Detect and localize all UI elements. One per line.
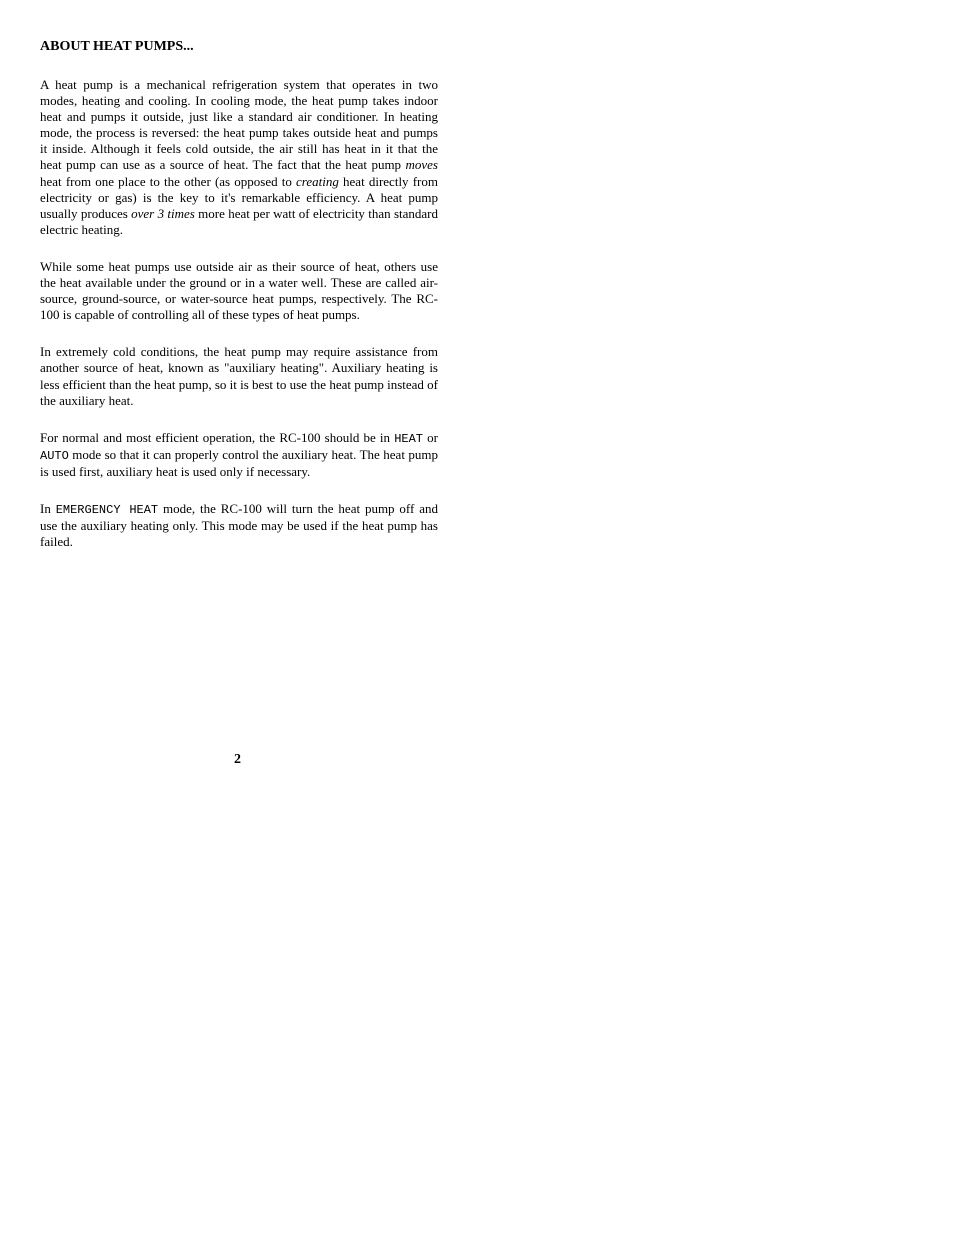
paragraph-heat-sources: While some heat pumps use outside air as their source of heat, others use the heat available under the ground or in a water well. These are called air-source, ground-source, or water-source heat pumps, respectively. The RC-100 is capable of controlling all of these types of heat pumps. [40,258,438,323]
text-run: In [40,500,56,516]
emphasis-creating: creating [296,173,339,189]
page-number: 2 [234,752,241,767]
text-run: heat from one place to the other (as opposed to [40,173,297,189]
emphasis-moves: moves [405,157,438,173]
text-run: For normal and most efficient operation, the RC-100 should be in [40,429,395,445]
text-run: heat directly from electricity or gas) is the key to it's remarkable efficiency. A heat pump usually produces [40,173,438,221]
text-run: A heat pump is a mechanical refrigeration system that operates in two modes, heating and cooling. In cooling mode, the heat pump takes indoor heat and pumps it outside, just like a standard air conditioner. In heating mode, the process is reversed: the heat pump takes outside heat and pumps it inside. Although it feels cold outside, the air still has heat in it that the heat pump can use as a source of heat. The fact that the heat pump [40,77,438,173]
paragraph-emergency-heat [40,501,438,550]
text-run: mode, the RC-100 will turn the heat pump off and use the auxiliary heating only. This mode may be used if the heat pump has failed. [40,500,438,550]
text-run: mode so that it can properly control the auxiliary heat. The heat pump is used first, auxiliary heat is used only if necessary. [40,446,438,479]
mode-heat: HEAT [394,431,423,446]
paragraph-normal-operation [40,430,438,480]
section-heading: ABOUT HEAT PUMPS... [40,39,194,54]
text-run: or [423,429,438,445]
mode-auto: AUTO [40,448,69,463]
paragraph-heat-pump-intro [40,77,438,238]
mode-emergency-heat: EMERGENCY HEAT [55,502,159,517]
page-content [40,38,438,571]
text-run: more heat per watt of electricity than standard electric heating. [40,205,439,237]
paragraph-auxiliary-heating: In extremely cold conditions, the heat pump may require assistance from another source of heat, known as "auxiliary heating". Auxiliary heating is less efficient than the heat pump, so it is best to use the heat pump instead of the auxiliary heat. [40,344,438,408]
emphasis-over-3-times: over 3 times [131,205,195,221]
